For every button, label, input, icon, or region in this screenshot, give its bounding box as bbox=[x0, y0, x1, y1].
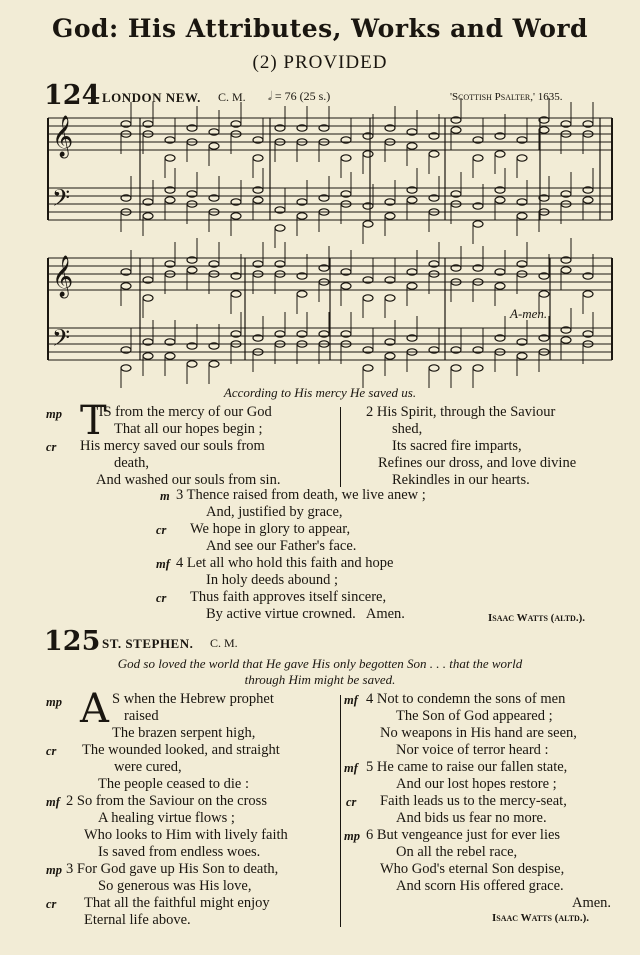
verse-line: Thus faith approves itself sincere, bbox=[190, 589, 387, 605]
note-head bbox=[495, 283, 505, 289]
note-head bbox=[495, 151, 505, 157]
epigraph-124: According to His mercy He saved us. bbox=[223, 385, 417, 400]
note-head bbox=[451, 127, 461, 133]
note-head bbox=[165, 353, 175, 359]
dynamic-mark: m bbox=[160, 489, 170, 503]
note-head bbox=[407, 143, 417, 149]
note-head bbox=[143, 213, 153, 219]
note-head bbox=[187, 267, 197, 273]
dynamic-mark: mp bbox=[46, 407, 62, 421]
verse-line: Who looks to Him with lively faith bbox=[84, 827, 288, 843]
bass-clef: 𝄢 bbox=[52, 184, 71, 217]
verse-line: raised bbox=[124, 708, 159, 724]
verse-line: The people ceased to die : bbox=[98, 776, 249, 792]
verse-line: No weapons in His hand are seen, bbox=[380, 725, 577, 741]
author-credit-125: Isaac Watts (altd.). bbox=[492, 912, 589, 924]
dynamic-mark: mf bbox=[344, 693, 358, 707]
verse-line: Its sacred fire imparts, bbox=[392, 438, 522, 454]
hymn-number-124: 124 bbox=[44, 80, 101, 111]
note-head bbox=[363, 295, 373, 301]
verse-line: On all the rebel race, bbox=[396, 844, 518, 860]
note-head bbox=[143, 353, 153, 359]
note-head bbox=[143, 295, 153, 301]
verse-line: Rekindles in our hearts. bbox=[392, 472, 530, 488]
note-head bbox=[473, 365, 483, 371]
note-head bbox=[231, 291, 241, 297]
verse-line: Eternal life above. bbox=[84, 912, 191, 928]
dynamic-mark: cr bbox=[46, 440, 57, 454]
note-head bbox=[561, 267, 571, 273]
verse-line: 5 He came to raise our fallen state, bbox=[366, 759, 568, 775]
note-head bbox=[583, 197, 593, 203]
verse-line: Refines our dross, and love divine bbox=[378, 455, 577, 471]
verse-line: 3 For God gave up His Son to death, bbox=[66, 861, 279, 877]
note-head bbox=[407, 283, 417, 289]
note-head bbox=[429, 151, 439, 157]
verse-line: S when the Hebrew prophet bbox=[112, 691, 274, 707]
verse-line: So generous was His love, bbox=[98, 878, 252, 894]
section-subtitle: (2) PROVIDED bbox=[252, 52, 388, 73]
section-title: God: His Attributes, Works and Word bbox=[51, 14, 589, 43]
note-head bbox=[517, 353, 527, 359]
note-head bbox=[363, 151, 373, 157]
note-head bbox=[385, 295, 395, 301]
dynamic-mark: cr bbox=[156, 523, 167, 537]
verse-line: Nor voice of terror heard : bbox=[396, 742, 549, 758]
tune-name-125: ST. STEPHEN. bbox=[102, 636, 194, 651]
note-head bbox=[297, 213, 307, 219]
note-head bbox=[451, 365, 461, 371]
dynamic-mark: mf bbox=[156, 557, 170, 571]
source-124: 'Scottish Psalter,' 1635. bbox=[450, 91, 563, 103]
note-head bbox=[583, 291, 593, 297]
verse-line: Who God's eternal Son despise, bbox=[380, 861, 565, 877]
verse-line: The Son of God appeared ; bbox=[396, 708, 553, 724]
epigraph-125-line1: God so loved the world that He gave His only begotten Son . . . that the world bbox=[117, 656, 523, 671]
drop-cap: T bbox=[80, 398, 107, 444]
note-head bbox=[297, 291, 307, 297]
verse-line: By active virtue crowned. Amen. bbox=[206, 606, 405, 622]
note-head bbox=[385, 353, 395, 359]
verse-line: Amen. bbox=[572, 895, 612, 911]
note-head bbox=[495, 197, 505, 203]
verse-line: We hope in glory to appear, bbox=[190, 521, 351, 537]
verse-line: 3 Thence raised from death, we live anew ; bbox=[176, 487, 426, 503]
verse-line: 2 His Spirit, through the Saviour bbox=[366, 404, 556, 420]
note-head bbox=[341, 155, 351, 161]
note-head bbox=[165, 155, 175, 161]
note-head bbox=[473, 155, 483, 161]
verse-line: The wounded looked, and straight bbox=[82, 742, 280, 758]
column-divider bbox=[340, 407, 341, 487]
verse-line: And washed our souls from sin. bbox=[96, 472, 281, 488]
verse-line: And scorn His offered grace. bbox=[396, 878, 564, 894]
verse-line: 4 Let all who hold this faith and hope bbox=[176, 555, 394, 571]
verse-line: In holy deeds abound ; bbox=[206, 572, 339, 588]
verse-line: And our lost hopes restore ; bbox=[396, 776, 557, 792]
verse-line: were cured, bbox=[114, 759, 182, 775]
dynamic-mark: mf bbox=[344, 761, 358, 775]
note-head bbox=[231, 213, 241, 219]
note-head bbox=[253, 197, 263, 203]
note-head bbox=[121, 283, 131, 289]
note-head bbox=[517, 213, 527, 219]
dynamic-mark: mp bbox=[46, 695, 62, 709]
verse-line: 'IS from the mercy of our God bbox=[96, 404, 272, 420]
meter-124: C. M. bbox=[218, 90, 246, 104]
meter-125: C. M. bbox=[210, 636, 238, 650]
tune-name-124: LONDON NEW. bbox=[102, 90, 201, 105]
note-head bbox=[539, 291, 549, 297]
verse-line: death, bbox=[114, 455, 150, 471]
dynamic-mark: cr bbox=[46, 744, 57, 758]
dynamic-mark: mf bbox=[46, 795, 60, 809]
verse-line: And bids us fear no more. bbox=[396, 810, 547, 826]
verse-line: Is saved from endless woes. bbox=[98, 844, 261, 860]
note-head bbox=[517, 155, 527, 161]
author-credit-124: Isaac Watts (altd.). bbox=[488, 612, 585, 624]
drop-cap: A bbox=[80, 686, 109, 732]
note-head bbox=[407, 197, 417, 203]
clefs bbox=[52, 115, 73, 357]
verse-line: 4 Not to condemn the sons of men bbox=[366, 691, 566, 707]
note-head bbox=[275, 225, 285, 231]
note-head bbox=[473, 221, 483, 227]
note-head bbox=[253, 155, 263, 161]
note-head bbox=[165, 197, 175, 203]
verse-line: And see our Father's face. bbox=[206, 538, 357, 554]
dynamic-mark: cr bbox=[46, 897, 57, 911]
dynamic-mark: mp bbox=[344, 829, 360, 843]
verse-line: 6 But vengeance just for ever lies bbox=[366, 827, 561, 843]
verse-line: shed, bbox=[392, 421, 423, 437]
treble-clef: 𝄞 bbox=[52, 116, 74, 157]
amen-label: A-men. bbox=[510, 306, 548, 321]
music-score bbox=[0, 0, 640, 400]
dynamic-mark: mp bbox=[46, 863, 62, 877]
dynamic-mark: cr bbox=[346, 795, 357, 809]
verse-line: That all our hopes begin ; bbox=[114, 421, 263, 437]
treble-clef: 𝄞 bbox=[52, 256, 74, 297]
verse-line: His mercy saved our souls from bbox=[80, 438, 265, 454]
verse-line: 2 So from the Saviour on the cross bbox=[66, 793, 267, 809]
column-divider bbox=[340, 695, 341, 927]
note-head bbox=[209, 361, 219, 367]
note-head bbox=[385, 213, 395, 219]
note-head bbox=[363, 365, 373, 371]
note-head bbox=[341, 283, 351, 289]
dynamic-mark: cr bbox=[156, 591, 167, 605]
verse-line: Faith leads us to the mercy-seat, bbox=[380, 793, 567, 809]
note-head bbox=[121, 365, 131, 371]
verse-line: A healing virtue flows ; bbox=[98, 810, 235, 826]
tempo-124: 𝅗𝅥 = 76 (25 s.) bbox=[268, 89, 331, 103]
verse-line: The brazen serpent high, bbox=[112, 725, 256, 741]
note-head bbox=[209, 143, 219, 149]
note-head bbox=[561, 337, 571, 343]
verse-line: That all the faithful might enjoy bbox=[84, 895, 270, 911]
verse-line: And, justified by grace, bbox=[206, 504, 343, 520]
note-head bbox=[363, 221, 373, 227]
note-head bbox=[429, 365, 439, 371]
epigraph-125-line2: through Him might be saved. bbox=[244, 672, 396, 687]
hymn-number-125: 125 bbox=[44, 626, 101, 657]
note-head bbox=[187, 361, 197, 367]
bass-clef: 𝄢 bbox=[52, 324, 71, 357]
